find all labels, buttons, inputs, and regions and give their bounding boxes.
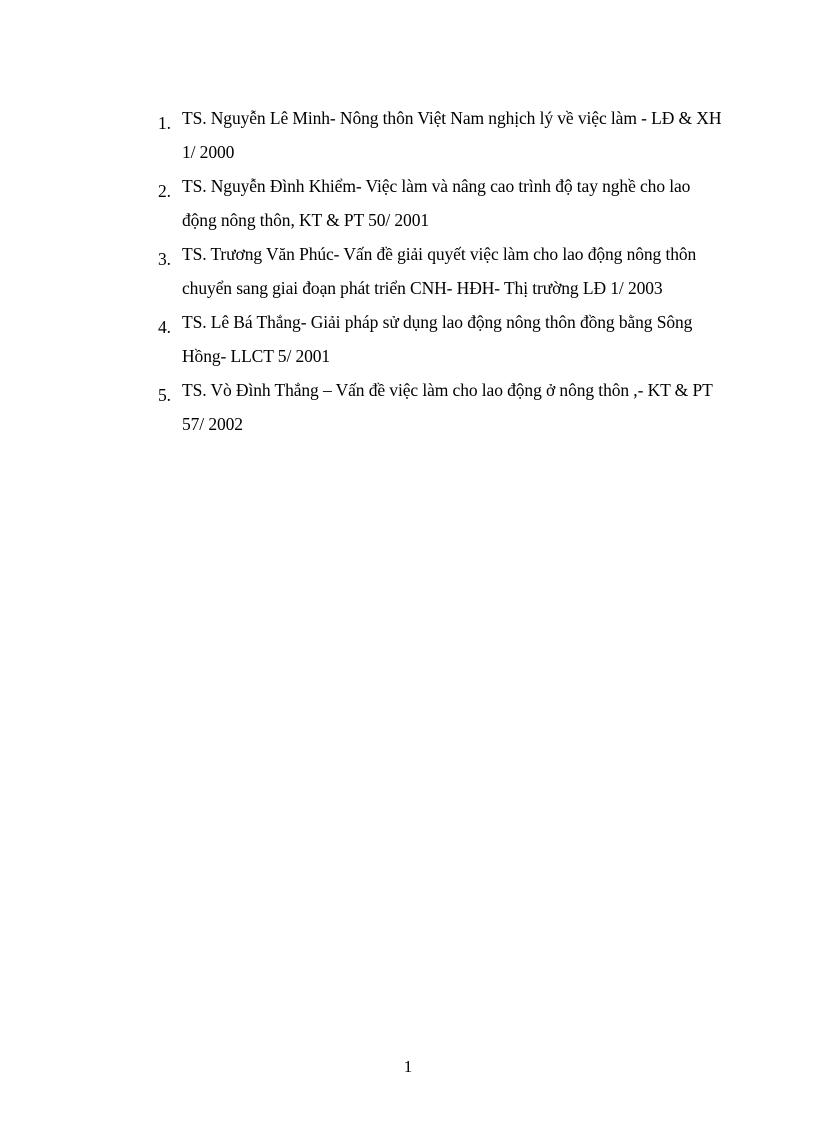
reference-number: 5. bbox=[158, 385, 171, 405]
reference-item-5 bbox=[158, 373, 728, 441]
reference-number: 1. bbox=[158, 113, 171, 133]
reference-item-2 bbox=[158, 169, 728, 237]
reference-list bbox=[158, 101, 728, 441]
reference-item-1 bbox=[158, 101, 728, 169]
reference-text: TS. Vò Đình Thắng – Vấn đề việc làm cho lao động ở nông thôn ,- KT & PT 57/ 2002 bbox=[182, 380, 713, 434]
reference-number: 2. bbox=[158, 181, 171, 201]
reference-item-3 bbox=[158, 237, 728, 305]
reference-text: TS. Trương Văn Phúc- Vấn đề giải quyết việc làm cho lao động nông thôn chuyển sang giai đoạn phát triển CNH- HĐH- Thị trường LĐ 1/ 2003 bbox=[182, 244, 697, 298]
reference-item-4 bbox=[158, 305, 728, 373]
reference-text: TS. Lê Bá Thắng- Giải pháp sử dụng lao động nông thôn đồng bằng Sông Hồng- LLCT 5/ 2001 bbox=[182, 312, 693, 366]
reference-text: TS. Nguyễn Lê Minh- Nông thôn Việt Nam nghịch lý về việc làm - LĐ & XH 1/ 2000 bbox=[182, 108, 722, 162]
page-number: 1 bbox=[403, 1057, 413, 1076]
reference-number: 3. bbox=[158, 249, 171, 269]
reference-text: TS. Nguyễn Đình Khiểm- Việc làm và nâng cao trình độ tay nghề cho lao động nông thôn, KT & PT 50/ 2001 bbox=[182, 176, 691, 230]
reference-number: 4. bbox=[158, 317, 171, 337]
